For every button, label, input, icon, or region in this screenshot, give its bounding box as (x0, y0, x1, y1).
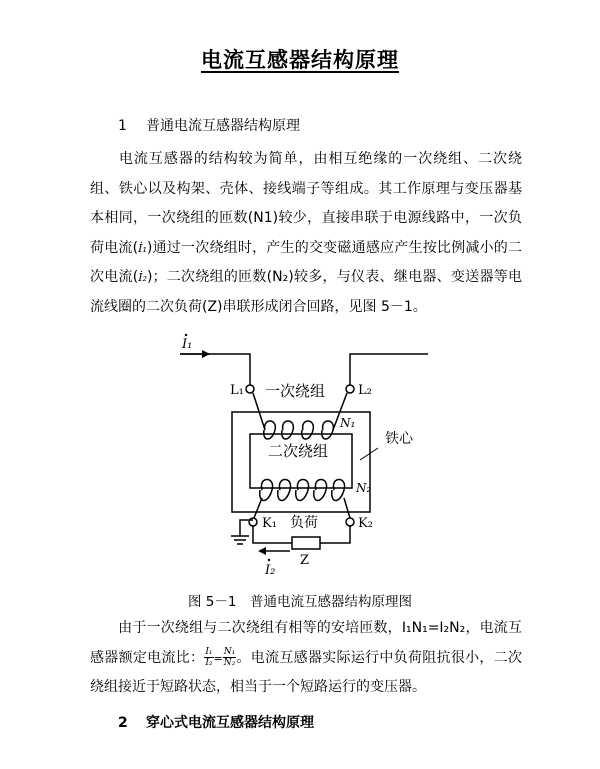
terminal-k1 (249, 518, 257, 526)
label-l1: L₁ (230, 383, 244, 398)
equals-sign: = (213, 651, 223, 665)
label-z: Z (300, 553, 310, 568)
fraction-i1-i2 (204, 647, 213, 668)
secondary-lead-left (254, 498, 262, 518)
section-1-number: 1 (118, 118, 127, 134)
label-n1: N₁ (340, 416, 356, 430)
section-2-title: 穿心式电流互感器结构原理 (146, 715, 314, 731)
primary-line-left (180, 354, 250, 385)
label-i1: I₁ (182, 337, 193, 352)
frac2-numerator: N₁ (223, 647, 236, 657)
para2-text-b: 。电流互感器实际运行中负荷阻抗很小，二次绕组接近于短路状态，相当于一个短路运行的变压器。 (90, 649, 523, 695)
para1-text-b: )通过一次绕组时，产生的交变磁通感应产生按比例减小的二次电流( (90, 239, 522, 285)
label-l2: L₂ (358, 383, 372, 398)
ct-structure-diagram (0, 330, 600, 580)
section-2-number: 2 (118, 715, 128, 731)
label-primary-winding: 一次绕组 (265, 382, 326, 400)
label-n2: N₂ (356, 481, 372, 495)
section-1-heading (118, 115, 300, 135)
para2-text-a: 由于一次绕组与二次绕组有相等的安培匝数，I₁N₁=I₂N₂，电流互感器额定电流比： (90, 620, 522, 666)
secondary-loop-right (320, 526, 350, 543)
secondary-winding-coil (260, 480, 345, 501)
load-resistor (292, 537, 320, 549)
i2-arrow-head (258, 547, 266, 555)
section-1-title: 普通电流互感器结构原理 (146, 118, 300, 134)
core-pointer (360, 448, 378, 460)
figure-caption: 图 5－1 普通电流互感器结构原理图 (188, 594, 412, 610)
current-i2-symbol: İ₂ (138, 271, 148, 284)
i2-dot (268, 559, 270, 561)
frac1-numerator: I₁ (205, 647, 213, 657)
i1-dot (185, 334, 187, 336)
frac2-denominator: N₂ (223, 658, 236, 668)
frac1-denominator: I₂ (205, 658, 213, 668)
label-secondary-winding: 二次绕组 (268, 442, 329, 460)
paragraph-2 (90, 614, 522, 703)
label-load: 负荷 (290, 515, 318, 531)
label-core: 铁心 (385, 431, 413, 447)
current-i1-symbol: İ₁ (138, 241, 147, 255)
secondary-lead-right (344, 498, 350, 518)
para1-text-a: 电流互感器的结构较为简单，由相互绝缘的一次绕组、二次绕组、铁心以及构架、壳体、接线端子等组成。其工作原理与变压器基本相同，一次绕组的匝数(N1)较少，直接串联于电源线路中，一次负荷电流( (90, 151, 522, 256)
terminal-l2 (346, 385, 354, 393)
section-2-heading (118, 712, 314, 732)
label-i2: I₂ (265, 563, 276, 578)
terminal-k2 (346, 518, 354, 526)
terminal-l1 (246, 385, 254, 393)
label-k1: K₁ (262, 516, 277, 531)
paragraph-1 (90, 145, 522, 322)
para1-text-c: )；二次绕组的匝数(N₂)较多，与仪表、继电器、变送器等电流线圈的二次负荷(Z)串联形成闭合回路，见图 5－1。 (90, 269, 522, 315)
page-title: 电流互感器结构原理 (201, 48, 399, 72)
fraction-n1-n2 (223, 647, 236, 668)
primary-line-right (350, 354, 428, 385)
label-k2: K₂ (358, 516, 373, 531)
